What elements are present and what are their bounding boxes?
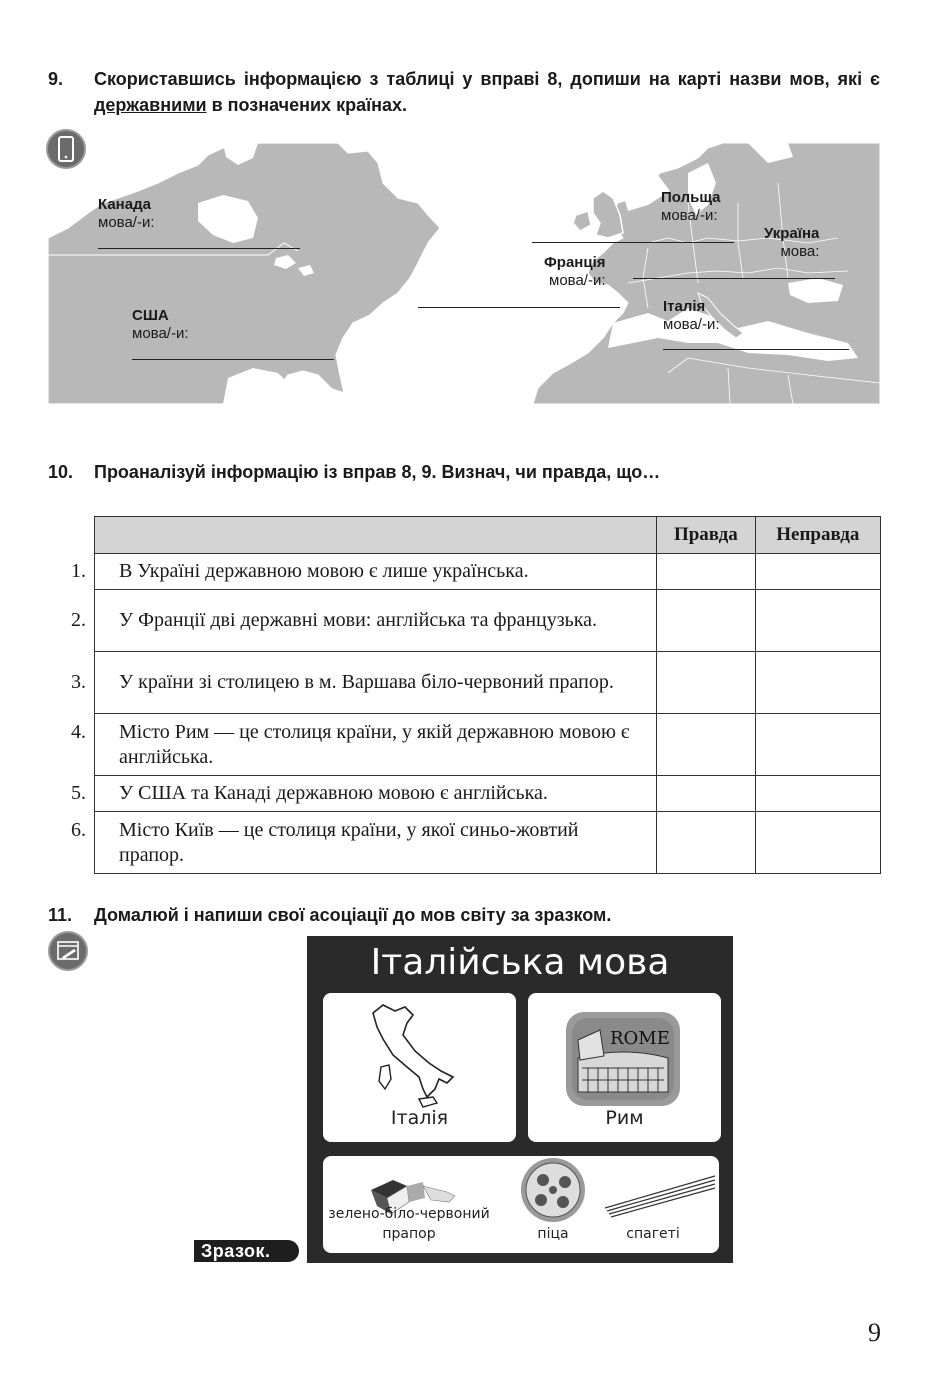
answer-line-usa[interactable] [132,359,334,360]
sample-card [307,936,733,1263]
spaghetti-icon [605,1176,715,1217]
phone-icon [46,129,86,169]
answer-line-italy[interactable] [663,349,849,350]
false-cell[interactable] [755,590,880,652]
label-italy: Італія мова/-и: [663,298,720,333]
panel-caption-rome: Рим [605,1107,644,1129]
task-number: 11. [48,905,73,925]
label-canada: Канада мова/-и: [98,196,155,231]
statement: 4. Місто Рим — це столиця країни, у якій державною мовою є англійська. [95,714,657,776]
statement: 6. Місто Київ — це столиця країни, у якої синьо-жовтий прапор. [95,812,657,874]
atlantic-gap [428,143,548,404]
answer-line-ukraine[interactable] [633,278,835,279]
label-usa: США мова/-и: [132,307,189,342]
statement: 1. В Україні державною мовою є лише українська. [95,554,657,590]
statement: 2. У Франції дві державні мови: англійська та французька. [95,590,657,652]
true-cell[interactable] [657,776,756,812]
header-true: Правда [657,517,756,554]
panel-associations [323,1156,719,1253]
task-number: 9. [48,69,64,89]
true-cell[interactable] [657,714,756,776]
world-map [48,143,880,404]
table-row [95,812,881,874]
true-cell[interactable] [657,554,756,590]
task-9 [48,66,880,118]
answer-line-poland[interactable] [532,242,734,243]
table-row [95,652,881,714]
task-10 [48,459,880,485]
panel-caption-italy: Італія [390,1107,449,1129]
north-america-land [48,143,440,404]
statement: 3. У країни зі столицею в м. Варшава біло-червоний прапор. [95,652,657,714]
task-text: Проаналізуй інформацію із вправ 8, 9. Визнач, чи правда, що… [94,462,661,482]
spaghetti-caption: спагеті [626,1226,680,1242]
true-cell[interactable] [657,812,756,874]
colosseum-icon [566,1012,680,1106]
true-cell[interactable] [657,652,756,714]
map-graphic [48,143,880,404]
ireland-land [573,211,591,231]
label-france: Франція мова/-и: [544,254,606,289]
false-cell[interactable] [755,776,880,812]
false-cell[interactable] [755,652,880,714]
false-cell[interactable] [755,554,880,590]
task-11 [48,902,880,928]
panel-italy [323,993,516,1142]
true-cell[interactable] [657,590,756,652]
drawing-icon [48,931,88,971]
page-number: 9 [868,1318,881,1347]
task-number: 10. [48,462,74,482]
header-blank [95,517,657,554]
answer-line-canada[interactable] [98,248,300,249]
pizza-icon [521,1158,585,1222]
table-row [95,714,881,776]
table-row [95,590,881,652]
answer-line-france[interactable] [418,307,620,308]
pizza-caption: піца [537,1226,569,1242]
label-ukraine: Україна мова: [764,225,820,260]
card-title: Італійська мова [370,942,670,983]
true-false-table [71,516,881,874]
underlined-word: державними [94,95,207,115]
table-row [95,776,881,812]
rome-sign: ROME [610,1028,670,1049]
task-text: Скориставшись інформацією з таблиці у вправі 8, допиши на карті назви мов, які є державними в позначених країнах. [94,69,880,115]
statement: 5. У США та Канаді державною мовою є англійська. [95,776,657,812]
false-cell[interactable] [755,714,880,776]
flag-caption: зелено-біло-червоний прапор [328,1206,490,1242]
panel-rome [528,993,721,1142]
sample-label: Зразок. [194,1240,299,1262]
table-row [95,554,881,590]
false-cell[interactable] [755,812,880,874]
header-false: Неправда [755,517,880,554]
task-text: Домалюй і напиши свої асоціації до мов світу за зразком. [94,905,612,925]
label-poland: Польща мова/-и: [661,189,721,224]
uk-land [593,191,623,238]
